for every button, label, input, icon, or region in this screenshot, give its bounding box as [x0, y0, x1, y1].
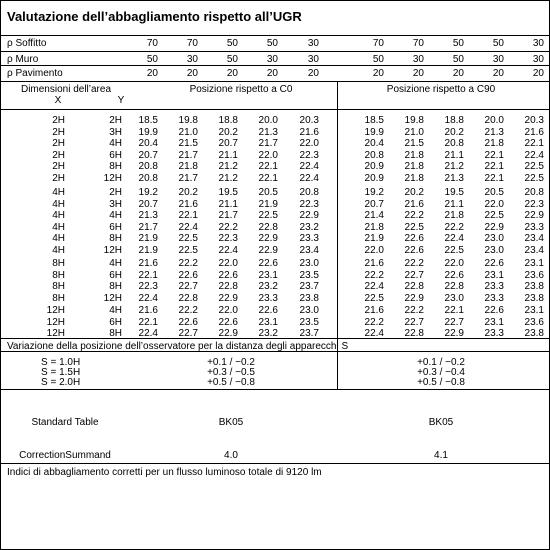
ugr-c0-cell: 21.6	[138, 258, 158, 269]
ugr-c0-cell: 22.5	[178, 244, 198, 256]
ugr-c90-cell: 23.0	[484, 233, 504, 244]
ugr-c90-cell: 23.3	[484, 292, 504, 304]
area-y-cell: 12H	[103, 244, 122, 256]
ugr-c0-cell: 19.8	[178, 115, 198, 126]
ugr-c0-cell: 23.1	[258, 316, 278, 328]
ugr-c90-cell: 23.1	[484, 316, 504, 328]
ugr-c90-cell: 21.6	[524, 126, 544, 138]
ugr-c90-cell: 23.8	[524, 292, 544, 304]
ugr-c0-cell: 23.5	[299, 269, 319, 281]
ugr-c0-cell: 22.1	[178, 210, 198, 221]
ugr-c90-cell: 21.6	[404, 198, 424, 210]
variation-c0-value: +0.1 / −0.2	[207, 357, 255, 368]
ugr-c0-cell: 22.6	[218, 269, 238, 281]
ugr-c0-cell: 21.2	[218, 172, 238, 184]
ugr-c0-cell: 22.2	[178, 305, 198, 316]
ugr-c90-cell: 22.9	[444, 328, 464, 339]
c0-position-label: Posizione rispetto a C0	[189, 84, 293, 95]
correction-summand-label: CorrectionSummand	[19, 450, 111, 461]
area-x-cell: 8H	[52, 269, 65, 281]
ugr-c0-cell: 20.5	[258, 187, 278, 198]
ugr-c0-cell: 22.6	[218, 316, 238, 328]
ugr-c90-cell: 22.8	[404, 281, 424, 292]
ugr-c90-cell: 22.1	[444, 305, 464, 316]
reflectance-value: 30	[186, 54, 198, 65]
ugr-c90-cell: 22.6	[404, 244, 424, 256]
ugr-c90-cell: 22.5	[524, 172, 544, 184]
area-x-cell: 8H	[52, 292, 65, 304]
ugr-c0-cell: 21.9	[138, 233, 158, 244]
ugr-c90-cell: 21.0	[404, 126, 424, 138]
reflectance-value: 20	[266, 68, 278, 79]
ugr-c90-cell: 21.6	[364, 305, 384, 316]
reflectance-value: 70	[372, 38, 384, 49]
standard-table-c0: BK05	[218, 417, 244, 428]
area-y-cell: 6H	[109, 316, 122, 328]
ugr-c90-cell: 20.2	[404, 187, 424, 198]
ugr-c0-cell: 22.7	[178, 281, 198, 292]
ugr-c90-cell: 19.2	[364, 187, 384, 198]
ugr-c90-cell: 19.5	[444, 187, 464, 198]
ugr-c90-cell: 20.8	[364, 149, 384, 161]
area-y-cell: 8H	[109, 161, 122, 172]
ugr-c90-cell: 23.8	[524, 328, 544, 339]
area-y-cell: 8H	[109, 328, 122, 339]
divider	[1, 51, 549, 52]
area-x-cell: 12H	[46, 305, 65, 316]
area-x-cell: 4H	[52, 244, 65, 256]
reflectance-value: 50	[492, 38, 504, 49]
ugr-c0-cell: 21.7	[178, 149, 198, 161]
ugr-c90-cell: 22.5	[444, 244, 464, 256]
ugr-c0-cell: 22.0	[218, 258, 238, 269]
ugr-c0-cell: 20.3	[299, 115, 319, 126]
reflectance-value: 20	[412, 68, 424, 79]
area-y-cell: 2H	[109, 187, 122, 198]
ugr-c0-cell: 20.8	[138, 172, 158, 184]
ugr-c90-cell: 21.8	[444, 210, 464, 221]
ugr-c0-cell: 22.0	[258, 149, 278, 161]
ugr-c90-cell: 20.3	[524, 115, 544, 126]
spacing-value: S = 1.5H	[41, 367, 81, 378]
ugr-c90-cell: 23.3	[524, 221, 544, 233]
spacing-value: S = 2.0H	[41, 377, 81, 388]
ugr-c90-cell: 20.9	[364, 172, 384, 184]
area-y-cell: 12H	[103, 292, 122, 304]
ugr-c0-cell: 22.1	[258, 172, 278, 184]
ugr-c0-cell: 21.6	[299, 126, 319, 138]
ugr-c90-cell: 18.8	[444, 115, 464, 126]
ugr-c90-cell: 22.2	[404, 210, 424, 221]
footer-note: Indici di abbagliamento corretti per un flusso luminoso totale di 9120 lm	[7, 467, 322, 478]
area-x-cell: 2H	[52, 149, 65, 161]
ugr-c0-cell: 23.5	[299, 316, 319, 328]
area-y-cell: 8H	[109, 281, 122, 292]
area-y-cell: 6H	[109, 221, 122, 233]
ugr-c0-cell: 23.2	[299, 221, 319, 233]
ugr-c90-cell: 21.8	[404, 149, 424, 161]
reflectance-value: 50	[146, 54, 158, 65]
ugr-c0-cell: 23.0	[299, 305, 319, 316]
ugr-c0-cell: 21.6	[138, 305, 158, 316]
area-y-cell: 12H	[103, 172, 122, 184]
title-divider	[1, 35, 549, 36]
ugr-c0-cell: 20.0	[258, 115, 278, 126]
ugr-c90-cell: 20.7	[364, 198, 384, 210]
area-x-cell: 2H	[52, 161, 65, 172]
ugr-c90-cell: 22.3	[524, 198, 544, 210]
ugr-c0-cell: 23.3	[299, 233, 319, 244]
ugr-c90-cell: 23.3	[484, 281, 504, 292]
reflectance-value: 70	[186, 38, 198, 49]
variation-c0-value: +0.3 / −0.5	[207, 367, 255, 378]
ugr-c90-cell: 23.1	[524, 258, 544, 269]
ugr-c0-cell: 19.5	[218, 187, 238, 198]
ugr-c90-cell: 21.5	[404, 138, 424, 149]
ugr-c90-cell: 23.6	[524, 269, 544, 281]
ugr-c90-cell: 21.6	[364, 258, 384, 269]
area-y-cell: 4H	[109, 138, 122, 149]
reflectance-value: 20	[532, 68, 544, 79]
ugr-c0-cell: 22.3	[299, 198, 319, 210]
ugr-c90-cell: 22.4	[364, 281, 384, 292]
area-x-cell: 2H	[52, 126, 65, 138]
correction-c0: 4.0	[224, 450, 238, 461]
reflectance-value: 50	[452, 54, 464, 65]
ugr-c0-cell: 22.9	[258, 244, 278, 256]
ugr-c0-cell: 22.1	[138, 316, 158, 328]
ugr-c0-cell: 20.7	[138, 149, 158, 161]
ugr-c0-cell: 23.7	[299, 328, 319, 339]
ugr-c90-cell: 22.7	[444, 316, 464, 328]
reflectance-value: 70	[412, 38, 424, 49]
reflectance-value: 70	[146, 38, 158, 49]
reflectance-label: ρ Soffitto	[7, 38, 47, 49]
reflectance-value: 30	[492, 54, 504, 65]
ugr-c0-cell: 23.3	[258, 292, 278, 304]
ugr-c0-cell: 22.0	[299, 138, 319, 149]
variation-c90-value: +0.5 / −0.8	[417, 377, 465, 388]
ugr-c90-cell: 22.6	[484, 258, 504, 269]
ugr-c90-cell: 22.2	[444, 221, 464, 233]
area-x-cell: 12H	[46, 316, 65, 328]
reflectance-value: 20	[492, 68, 504, 79]
reflectance-value: 50	[226, 54, 238, 65]
area-x-cell: 4H	[52, 198, 65, 210]
area-x-cell: 2H	[52, 138, 65, 149]
ugr-c90-cell: 22.2	[364, 269, 384, 281]
ugr-c0-cell: 22.6	[178, 316, 198, 328]
reflectance-label: ρ Muro	[7, 54, 39, 65]
ugr-c90-cell: 22.0	[444, 258, 464, 269]
reflectance-value: 20	[186, 68, 198, 79]
ugr-c0-cell: 21.8	[178, 161, 198, 172]
ugr-c90-cell: 21.3	[484, 126, 504, 138]
ugr-c0-cell: 20.7	[218, 138, 238, 149]
ugr-c0-cell: 21.7	[218, 210, 238, 221]
ugr-c90-cell: 22.4	[444, 233, 464, 244]
ugr-c0-cell: 20.2	[178, 187, 198, 198]
ugr-c0-cell: 22.3	[138, 281, 158, 292]
ugr-c0-cell: 22.2	[218, 221, 238, 233]
reflectance-value: 20	[452, 68, 464, 79]
ugr-c0-cell: 22.4	[299, 161, 319, 172]
ugr-c90-cell: 23.3	[484, 328, 504, 339]
reflectance-value: 30	[307, 38, 319, 49]
ugr-c90-cell: 21.3	[444, 172, 464, 184]
area-x-cell: 2H	[52, 115, 65, 126]
ugr-c90-cell: 22.2	[404, 305, 424, 316]
ugr-c90-cell: 23.4	[524, 244, 544, 256]
ugr-c90-cell: 22.9	[524, 210, 544, 221]
ugr-c90-cell: 21.4	[364, 210, 384, 221]
area-y-cell: 4H	[109, 305, 122, 316]
ugr-c0-cell: 20.8	[299, 187, 319, 198]
ugr-c90-cell: 22.7	[404, 316, 424, 328]
page-title: Valutazione dell’abbagliamento rispetto all’UGR	[7, 9, 302, 24]
ugr-c90-cell: 20.0	[484, 115, 504, 126]
area-y-cell: 8H	[109, 233, 122, 244]
ugr-c0-cell: 22.9	[299, 210, 319, 221]
area-y-cell: 6H	[109, 269, 122, 281]
ugr-c0-cell: 21.3	[258, 126, 278, 138]
ugr-c90-cell: 20.5	[484, 187, 504, 198]
ugr-c90-cell: 20.2	[444, 126, 464, 138]
reflectance-value: 20	[372, 68, 384, 79]
reflectance-label: ρ Pavimento	[7, 68, 63, 79]
ugr-c90-cell: 22.5	[404, 221, 424, 233]
ugr-c90-cell: 22.1	[484, 161, 504, 172]
ugr-c0-cell: 21.7	[178, 172, 198, 184]
ugr-c0-cell: 21.0	[178, 126, 198, 138]
ugr-c0-cell: 20.4	[138, 138, 158, 149]
ugr-c90-cell: 23.1	[524, 305, 544, 316]
ugr-c0-cell: 22.3	[218, 233, 238, 244]
ugr-c0-cell: 22.3	[299, 149, 319, 161]
ugr-c90-cell: 23.6	[524, 316, 544, 328]
ugr-c0-cell: 22.9	[258, 233, 278, 244]
ugr-c0-cell: 21.5	[178, 138, 198, 149]
ugr-c0-cell: 18.5	[138, 115, 158, 126]
ugr-c0-cell: 19.2	[138, 187, 158, 198]
ugr-c90-cell: 19.8	[404, 115, 424, 126]
ugr-c0-cell: 22.2	[178, 258, 198, 269]
reflectance-value: 20	[307, 68, 319, 79]
ugr-c0-cell: 22.0	[218, 305, 238, 316]
area-x-cell: 8H	[52, 281, 65, 292]
ugr-c90-cell: 22.9	[404, 292, 424, 304]
header-divider	[1, 109, 549, 110]
ugr-c90-cell: 22.6	[484, 305, 504, 316]
correction-c90: 4.1	[434, 450, 448, 461]
standard-table-label: Standard Table	[31, 417, 99, 428]
ugr-c90-cell: 22.6	[444, 269, 464, 281]
ugr-c90-cell: 22.5	[484, 210, 504, 221]
area-y-cell: 3H	[109, 198, 122, 210]
ugr-c0-cell: 22.1	[138, 269, 158, 281]
ugr-c0-cell: 19.9	[138, 126, 158, 138]
area-y-cell: 2H	[109, 115, 122, 126]
ugr-c90-cell: 22.8	[404, 328, 424, 339]
area-x-cell: 4H	[52, 221, 65, 233]
standard-table-c90: BK05	[428, 417, 454, 428]
ugr-c0-cell: 20.2	[218, 126, 238, 138]
ugr-c0-cell: 23.0	[299, 258, 319, 269]
reflectance-value: 50	[226, 38, 238, 49]
c90-position-label: Posizione rispetto a C90	[386, 84, 496, 95]
ugr-c90-cell: 21.8	[404, 161, 424, 172]
reflectance-value: 50	[372, 54, 384, 65]
ugr-c0-cell: 23.2	[258, 328, 278, 339]
ugr-c90-cell: 22.1	[484, 149, 504, 161]
ugr-c0-cell: 22.8	[258, 221, 278, 233]
ugr-c90-cell: 22.0	[484, 198, 504, 210]
area-x-cell: 4H	[52, 233, 65, 244]
ugr-c0-cell: 21.9	[258, 198, 278, 210]
ugr-c90-cell: 22.9	[484, 221, 504, 233]
ugr-c0-cell: 22.5	[178, 233, 198, 244]
reflectance-value: 30	[307, 54, 319, 65]
ugr-c0-cell: 22.5	[258, 210, 278, 221]
ugr-c90-cell: 20.8	[444, 138, 464, 149]
reflectance-value: 30	[266, 54, 278, 65]
reflectance-value: 20	[226, 68, 238, 79]
ugr-c90-cell: 21.9	[364, 233, 384, 244]
ugr-c0-cell: 21.2	[218, 161, 238, 172]
ugr-c90-cell: 22.5	[524, 161, 544, 172]
ugr-c0-cell: 22.8	[218, 281, 238, 292]
ugr-c0-cell: 18.8	[218, 115, 238, 126]
reflectance-value: 30	[532, 38, 544, 49]
ugr-c0-cell: 21.6	[178, 198, 198, 210]
ugr-c0-cell: 22.9	[218, 292, 238, 304]
reflectance-value: 20	[146, 68, 158, 79]
variation-c0-value: +0.5 / −0.8	[207, 377, 255, 388]
area-x-cell: 12H	[46, 328, 65, 339]
ugr-c90-cell: 21.1	[444, 149, 464, 161]
ugr-c0-cell: 21.3	[138, 210, 158, 221]
variation-c90-value: +0.1 / −0.2	[417, 357, 465, 368]
ugr-c0-cell: 22.4	[218, 244, 238, 256]
ugr-c0-cell: 22.6	[178, 269, 198, 281]
ugr-c90-cell: 21.1	[444, 198, 464, 210]
ugr-c90-cell: 23.1	[484, 269, 504, 281]
ugr-c90-cell: 21.8	[484, 138, 504, 149]
ugr-c90-cell: 22.5	[364, 292, 384, 304]
ugr-c0-cell: 23.2	[258, 281, 278, 292]
ugr-c90-cell: 22.1	[484, 172, 504, 184]
area-y-cell: 6H	[109, 149, 122, 161]
divider	[1, 389, 549, 390]
area-x-cell: 2H	[52, 172, 65, 184]
ugr-c0-cell: 23.7	[299, 281, 319, 292]
ugr-c0-cell: 20.8	[138, 161, 158, 172]
ugr-c90-cell: 23.0	[484, 244, 504, 256]
ugr-c90-cell: 21.2	[444, 161, 464, 172]
ugr-c0-cell: 21.7	[258, 138, 278, 149]
reflectance-value: 50	[452, 38, 464, 49]
ugr-c0-cell: 22.9	[218, 328, 238, 339]
ugr-c90-cell: 22.6	[404, 233, 424, 244]
variation-c90-value: +0.3 / −0.4	[417, 367, 465, 378]
ugr-c0-cell: 21.1	[218, 149, 238, 161]
ugr-c0-cell: 22.4	[299, 172, 319, 184]
ugr-c0-cell: 22.8	[178, 292, 198, 304]
ugr-c90-cell: 23.0	[444, 292, 464, 304]
ugr-c0-cell: 23.8	[299, 292, 319, 304]
ugr-c90-cell: 20.9	[364, 161, 384, 172]
ugr-c0-cell: 22.1	[258, 161, 278, 172]
ugr-c0-cell: 22.4	[138, 328, 158, 339]
reflectance-value: 30	[532, 54, 544, 65]
area-x-cell: 4H	[52, 187, 65, 198]
ugr-c90-cell: 22.2	[404, 258, 424, 269]
ugr-c0-cell: 21.7	[138, 221, 158, 233]
ugr-c0-cell: 23.1	[258, 269, 278, 281]
ugr-c0-cell: 22.7	[178, 328, 198, 339]
x-axis-label: X	[54, 95, 62, 106]
ugr-c90-cell: 22.7	[404, 269, 424, 281]
y-axis-label: Y	[117, 95, 125, 106]
ugr-c0-cell: 22.6	[258, 305, 278, 316]
divider	[1, 81, 549, 82]
reflectance-value: 50	[266, 38, 278, 49]
ugr-c90-cell: 22.0	[364, 244, 384, 256]
ugr-c0-cell: 23.4	[299, 244, 319, 256]
ugr-c90-cell: 22.1	[524, 138, 544, 149]
ugr-c90-cell: 19.9	[364, 126, 384, 138]
area-x-cell: 8H	[52, 258, 65, 269]
ugr-c90-cell: 22.2	[364, 316, 384, 328]
ugr-c0-cell: 21.9	[138, 244, 158, 256]
ugr-c90-cell: 21.8	[364, 221, 384, 233]
ugr-c90-cell: 23.8	[524, 281, 544, 292]
area-y-cell: 4H	[109, 210, 122, 221]
ugr-c0-cell: 21.1	[218, 198, 238, 210]
ugr-c90-cell: 20.8	[524, 187, 544, 198]
variation-label: Variazione della posizione dell’osservatore per la distanza degli apparecchi S	[7, 341, 349, 352]
divider	[1, 463, 549, 464]
ugr-c90-cell: 20.4	[364, 138, 384, 149]
ugr-c0-cell: 22.4	[138, 292, 158, 304]
area-dimensions-label: Dimensioni dell’area	[20, 84, 112, 95]
ugr-c0-cell: 22.6	[258, 258, 278, 269]
area-y-cell: 3H	[109, 126, 122, 138]
reflectance-value: 30	[412, 54, 424, 65]
ugr-c90-cell: 23.4	[524, 233, 544, 244]
area-x-cell: 4H	[52, 210, 65, 221]
ugr-c0-cell: 20.7	[138, 198, 158, 210]
ugr-c0-cell: 22.4	[178, 221, 198, 233]
ugr-c90-cell: 18.5	[364, 115, 384, 126]
ugr-c90-cell: 22.4	[524, 149, 544, 161]
spacing-value: S = 1.0H	[41, 357, 81, 368]
ugr-c90-cell: 22.4	[364, 328, 384, 339]
ugr-c90-cell: 22.8	[444, 281, 464, 292]
area-y-cell: 4H	[109, 258, 122, 269]
ugr-c90-cell: 21.8	[404, 172, 424, 184]
